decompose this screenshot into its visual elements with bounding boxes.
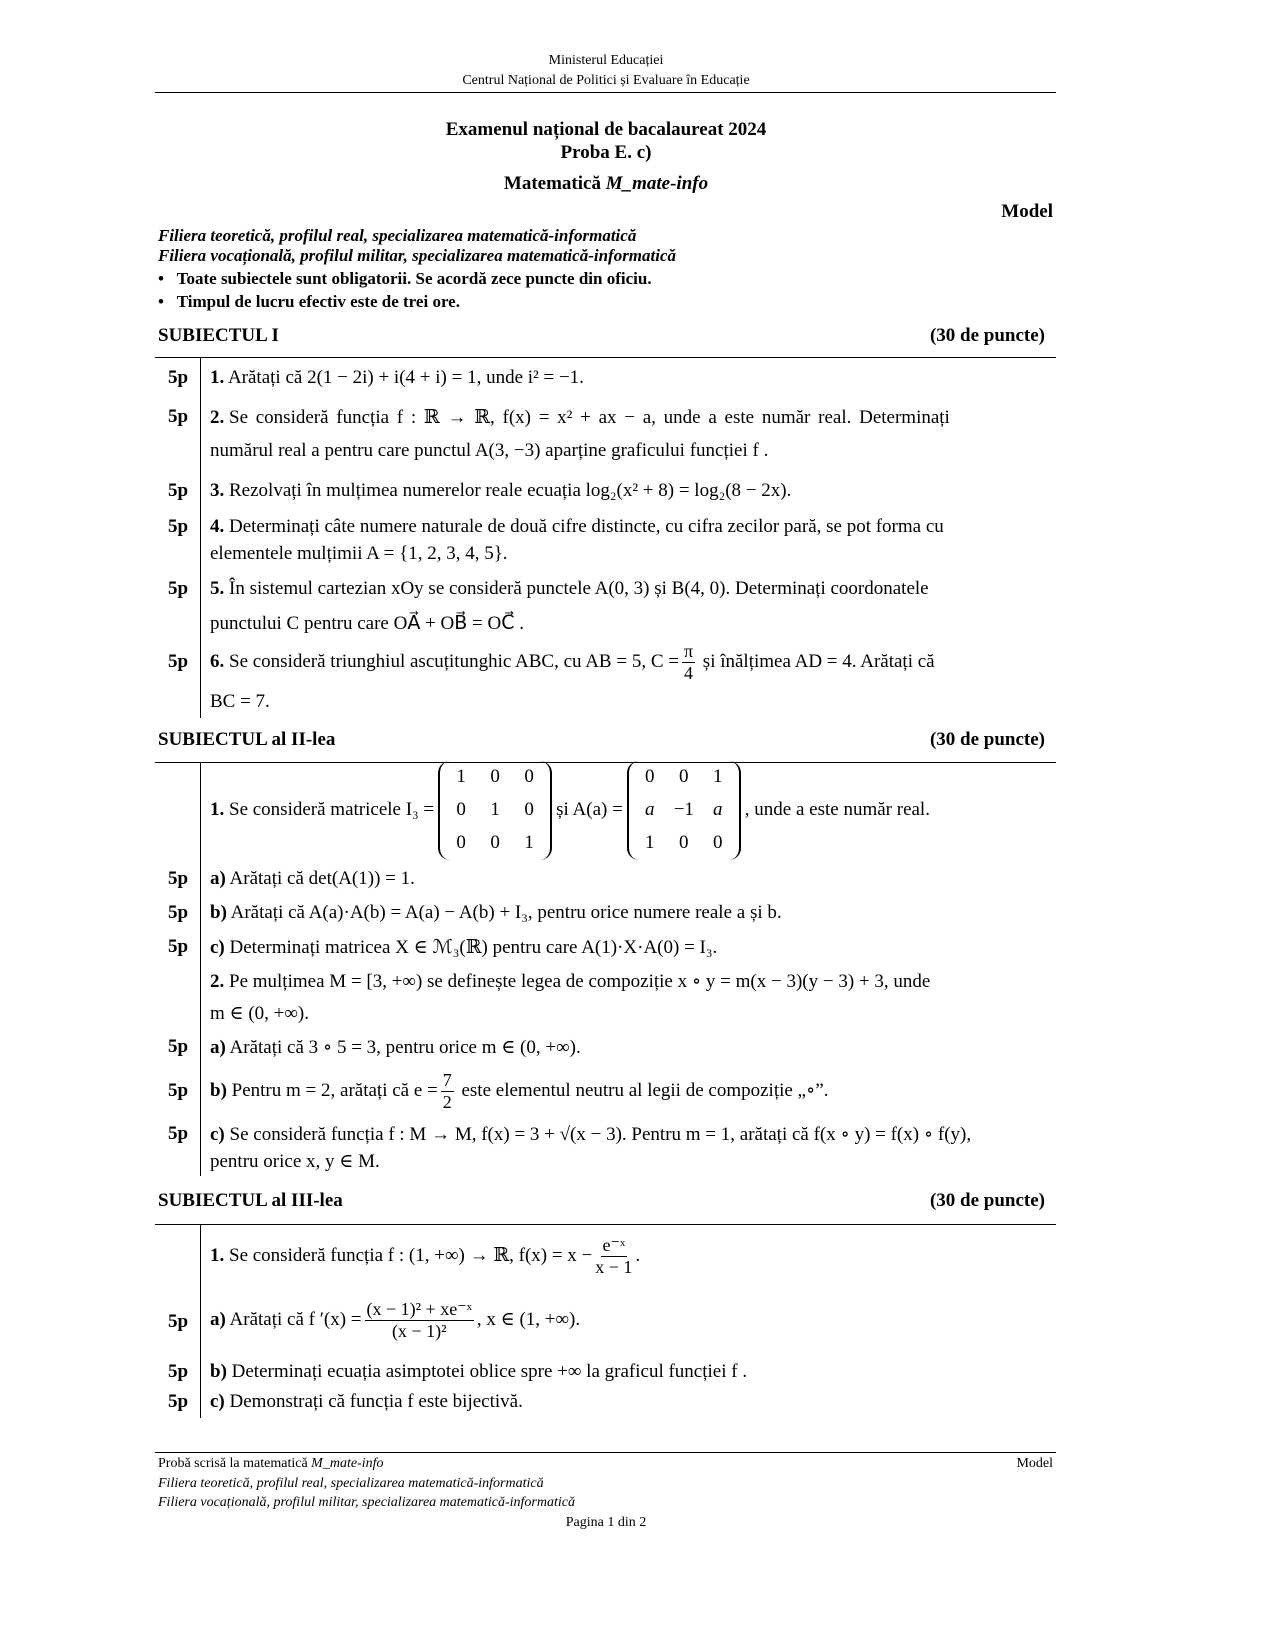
matrix-cell: 0 xyxy=(679,832,689,853)
s2-1a xyxy=(210,868,415,890)
item-text: Se consideră triunghiul ascuțitunghic ABC, cu AB = 5, C = xyxy=(229,651,679,672)
item-text: și A(a) = xyxy=(556,799,623,820)
footer-rule xyxy=(155,1452,1056,1453)
s1-item-1 xyxy=(210,367,584,389)
instruction-2 xyxy=(158,292,460,312)
item-text: , x ∈ (1, +∞). xyxy=(476,1309,581,1330)
fraction xyxy=(441,1070,454,1112)
item-text: Determinați matricea X ∈ ℳ₃(ℝ) pentru care A(1)·X·A(0) = I₃. xyxy=(229,937,718,958)
page-number: Pagina 1 din 2 xyxy=(565,1515,647,1530)
subject-points: (30 de puncte) xyxy=(929,325,1045,346)
item-number: 5. xyxy=(210,578,225,599)
filiera-2: Filiera vocațională, profilul militar, specializarea matematică-informatică xyxy=(158,246,677,265)
matrix-cell: 0 xyxy=(645,766,655,787)
footer-variant: M_mate-info xyxy=(311,1456,384,1471)
fraction-denominator: (x − 1)² xyxy=(391,1321,447,1342)
matrix-cell: a xyxy=(645,799,655,820)
item-label: c) xyxy=(210,937,225,958)
footer-model: Model xyxy=(1016,1456,1053,1471)
matrix-cell: a xyxy=(713,799,723,820)
matrix-cell: 0 xyxy=(490,832,500,853)
item-label: c) xyxy=(210,1124,225,1145)
bullet-icon: • xyxy=(158,292,177,311)
subject-prefix: Matematică xyxy=(503,173,606,194)
item-text: Arătați că A(a)·A(b) = A(a) − A(b) + I₃, pentru orice numere reale a și b. xyxy=(230,902,782,923)
matrix-cell: 0 xyxy=(524,799,534,820)
subject-3-header xyxy=(158,1190,1045,1212)
item-points: 5p xyxy=(168,1311,189,1332)
item-text: Se consideră funcția f : ℝ → ℝ, f(x) = x² + ax − a, unde a este număr real. Determinați xyxy=(229,407,950,428)
s2-2a xyxy=(210,1036,581,1059)
instruction-text: Timpul de lucru efectiv este de trei ore. xyxy=(176,292,460,311)
subject-title: SUBIECTUL al III-lea xyxy=(158,1190,343,1211)
matrix-cell: 0 xyxy=(456,799,466,820)
s2-2c xyxy=(210,1123,971,1146)
subject-title: SUBIECTUL al II-lea xyxy=(158,729,336,750)
section-rule xyxy=(155,357,1056,358)
filiera-1: Filiera teoretică, profilul real, specializarea matematică-informatică xyxy=(158,226,637,245)
fraction-numerator: 7 xyxy=(442,1070,452,1091)
item-points: 5p xyxy=(168,1123,189,1144)
item-text: Pentru m = 2, arătați că e = xyxy=(231,1080,438,1101)
item-text: Arătați că 3 ∘ 5 = 3, pentru orice m ∈ (0, +∞). xyxy=(229,1037,581,1058)
item-points: 5p xyxy=(168,1361,189,1382)
subject-points: (30 de puncte) xyxy=(929,1190,1045,1211)
item-text: BC = 7. xyxy=(210,691,270,712)
item-text: Determinați ecuația asimptotei oblice spre +∞ la graficul funcției f . xyxy=(231,1361,748,1382)
item-text: punctului C pentru care OA⃗ + OB⃗ = OC⃗ . xyxy=(210,613,525,634)
matrix-cell: 1 xyxy=(456,766,466,787)
header-rule xyxy=(155,92,1056,93)
item-number: 2. xyxy=(210,971,225,992)
item-label: b) xyxy=(210,1080,227,1101)
item-text: Pe mulțimea M = [3, +∞) se definește legea de compoziție x ∘ y = m(x − 3)(y − 3) + 3, unde xyxy=(229,971,931,992)
s1-item-4 xyxy=(210,516,944,538)
item-points: 5p xyxy=(168,480,189,501)
subject-2-header xyxy=(158,729,1045,751)
item-number: 3. xyxy=(210,480,225,501)
s2-problem-2 xyxy=(210,970,930,993)
fraction xyxy=(595,1235,632,1277)
instruction-text: Toate subiectele sunt obligatorii. Se acordă zece puncte din oficiu. xyxy=(176,269,652,288)
item-number: 2. xyxy=(210,407,225,428)
item-label: c) xyxy=(210,1391,225,1412)
s2-problem-1 xyxy=(210,764,930,856)
item-text: Se consideră funcția f : (1, +∞) → ℝ, f(x) = x − xyxy=(229,1245,593,1266)
points-divider xyxy=(200,358,201,718)
item-points: 5p xyxy=(168,367,189,388)
fraction-denominator: x − 1 xyxy=(595,1257,633,1278)
footer-line-1 xyxy=(158,1456,384,1472)
fraction-numerator: π xyxy=(683,641,694,662)
matrix-a xyxy=(627,761,741,860)
item-text: Arătați că f ′(x) = xyxy=(229,1309,362,1330)
footer-text: Probă scrisă la matematică xyxy=(158,1456,312,1471)
matrix-cell: 0 xyxy=(524,766,534,787)
item-label: b) xyxy=(210,902,227,923)
s1-item-2 xyxy=(210,406,950,429)
item-text: Arătați că 2(1 − 2i) + i(4 + i) = 1, unde i² = −1. xyxy=(227,367,584,388)
item-label: a) xyxy=(210,1309,226,1330)
item-number: 1. xyxy=(210,367,225,388)
item-text: Rezolvați în mulțimea numerelor reale ecuația log₂(x² + 8) = log₂(8 − 2x). xyxy=(229,480,792,501)
matrix-cell: 0 xyxy=(490,766,500,787)
item-number: 1. xyxy=(210,1245,225,1266)
matrix-i3 xyxy=(438,761,552,860)
item-text: Determinați câte numere naturale de două cifre distincte, cu cifra zecilor pară, se pot forma cu xyxy=(229,516,944,537)
item-text: este elementul neutru al legii de compoziție „∘”. xyxy=(461,1080,829,1101)
item-label: a) xyxy=(210,868,226,889)
model-label: Model xyxy=(1001,201,1053,222)
item-text: Arătați că det(A(1)) = 1. xyxy=(229,868,415,889)
s2-1b xyxy=(210,902,782,924)
item-text: . xyxy=(635,1245,641,1266)
item-text: elementele mulțimii A = {1, 2, 3, 4, 5}. xyxy=(210,543,508,564)
subject-1-header xyxy=(158,325,1045,347)
fraction xyxy=(682,641,695,683)
item-points: 5p xyxy=(168,936,189,957)
item-number: 6. xyxy=(210,651,225,672)
s3-1a xyxy=(210,1292,580,1348)
item-label: b) xyxy=(210,1361,227,1382)
s3-1c xyxy=(210,1391,523,1413)
fraction-denominator: 2 xyxy=(442,1092,452,1113)
footer-line-2: Filiera teoretică, profilul real, specializarea matematică-informatică xyxy=(158,1476,544,1491)
fraction-numerator: (x − 1)² + xe⁻ˣ xyxy=(366,1299,472,1320)
matrix-cell: 1 xyxy=(713,766,723,787)
matrix-cell: 1 xyxy=(645,832,655,853)
center-name: Centrul Național de Politici și Evaluare în Educație xyxy=(462,73,750,88)
subject-points: (30 de puncte) xyxy=(929,729,1045,750)
matrix-cell: −1 xyxy=(673,799,694,820)
item-number: 4. xyxy=(210,516,225,537)
s3-problem-1 xyxy=(210,1230,640,1282)
s1-item-3 xyxy=(210,480,791,502)
ministry-name: Ministerul Educației xyxy=(548,53,664,68)
matrix-cell: 0 xyxy=(679,766,689,787)
section-rule xyxy=(155,1224,1056,1225)
item-points: 5p xyxy=(168,1036,189,1057)
fraction xyxy=(365,1299,474,1341)
subject-title: SUBIECTUL I xyxy=(158,325,279,346)
item-points: 5p xyxy=(168,1391,189,1412)
bullet-icon: • xyxy=(158,269,177,288)
exam-proba: Proba E. c) xyxy=(560,142,652,163)
instruction-1 xyxy=(158,269,652,289)
item-text: Se consideră funcția f : M → M, f(x) = 3 + √(x − 3). Pentru m = 1, arătați că f(x ∘ y) = f(x) ∘ f(y), xyxy=(229,1124,972,1145)
item-text: Se consideră matricele I₃ = xyxy=(229,799,435,820)
footer-line-3: Filiera vocațională, profilul militar, specializarea matematică-informatică xyxy=(158,1495,575,1510)
item-label: a) xyxy=(210,1037,226,1058)
section-rule xyxy=(155,762,1056,763)
item-points: 5p xyxy=(168,902,189,923)
item-points: 5p xyxy=(168,516,189,537)
item-points: 5p xyxy=(168,1080,189,1101)
item-text: m ∈ (0, +∞). xyxy=(210,1003,310,1024)
s1-item-6 xyxy=(210,638,935,686)
item-text: pentru orice x, y ∈ M. xyxy=(210,1151,380,1172)
matrix-cell: 0 xyxy=(456,832,466,853)
s3-1b xyxy=(210,1361,747,1383)
item-text: și înălțimea AD = 4. Arătați că xyxy=(702,651,935,672)
exam-subject xyxy=(0,173,1212,195)
fraction-denominator: 4 xyxy=(684,663,693,684)
s2-1c xyxy=(210,936,717,959)
item-text: numărul real a pentru care punctul A(3, −3) aparține graficului funcției f . xyxy=(210,440,769,461)
item-number: 1. xyxy=(210,799,225,820)
matrix-cell: 1 xyxy=(524,832,534,853)
fraction-numerator: e⁻ˣ xyxy=(602,1235,626,1256)
points-divider xyxy=(200,1225,201,1418)
item-points: 5p xyxy=(168,578,189,599)
exam-title: Examenul național de bacalaureat 2024 xyxy=(445,119,767,140)
s1-item-5 xyxy=(210,578,929,600)
item-text: , unde a este număr real. xyxy=(744,799,930,820)
item-points: 5p xyxy=(168,651,189,672)
item-text: În sistemul cartezian xOy se consideră punctele A(0, 3) și B(4, 0). Determinați coordonatele xyxy=(229,578,929,599)
item-text: Demonstrați că funcția f este bijectivă. xyxy=(229,1391,523,1412)
matrix-cell: 0 xyxy=(713,832,723,853)
points-divider xyxy=(200,763,201,1176)
matrix-cell: 1 xyxy=(490,799,500,820)
subject-variant: M_mate-info xyxy=(605,173,709,194)
s2-2b xyxy=(210,1067,829,1115)
item-points: 5p xyxy=(168,406,189,427)
item-points: 5p xyxy=(168,868,189,889)
